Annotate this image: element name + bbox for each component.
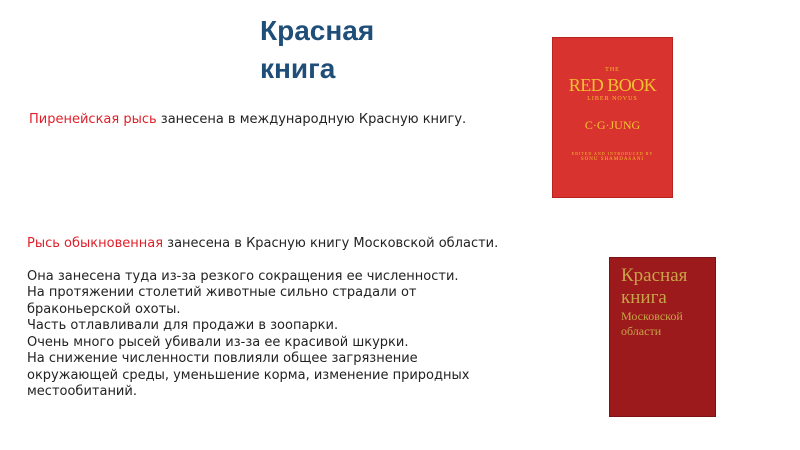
book-cover-line: книга (621, 287, 667, 308)
red-book-moscow-cover (609, 257, 716, 417)
book-cover-line: Красная (621, 265, 688, 286)
paragraph-pyrenean-lynx (29, 112, 549, 129)
paragraph-common-lynx (27, 236, 587, 401)
book-cover-editor: EDITED AND INTRODUCED BY (571, 151, 654, 156)
book-cover-text: THE (605, 67, 620, 73)
book-cover-editor-name: SONU SHAMDASANI (580, 157, 645, 162)
page-title: Красная книга (260, 15, 375, 84)
book-cover-title: RED BOOK (568, 75, 657, 95)
paragraph-body: Она занесена туда из-за резкого сокращения ее численности. На протяжении столетий животные сильно страдали от браконьерской охоты. Часть отлавливали для продажи в зоопарки. Очень много рысей убивали из-за ее красивой шкурки. На снижение численности повлияли общее загрязнение окружающей среды, уменьшение корма, изменение природных местообитаний. (27, 268, 470, 399)
book-cover-line: Московской (621, 309, 683, 323)
paragraph-text: занесена в Красную книгу Московской области. (163, 236, 499, 251)
highlight-common-lynx: Рысь обыкновенная (27, 236, 164, 251)
red-book-jung-cover (552, 37, 673, 198)
highlight-pyrenean-lynx: Пиренейская рысь (29, 112, 157, 127)
book-cover-line: области (621, 324, 662, 338)
book-cover-subtitle: LIBER NOVUS (587, 96, 638, 102)
book-cover-author: C·G·JUNG (584, 118, 641, 132)
paragraph-text: занесена в международную Красную книгу. (156, 112, 467, 127)
